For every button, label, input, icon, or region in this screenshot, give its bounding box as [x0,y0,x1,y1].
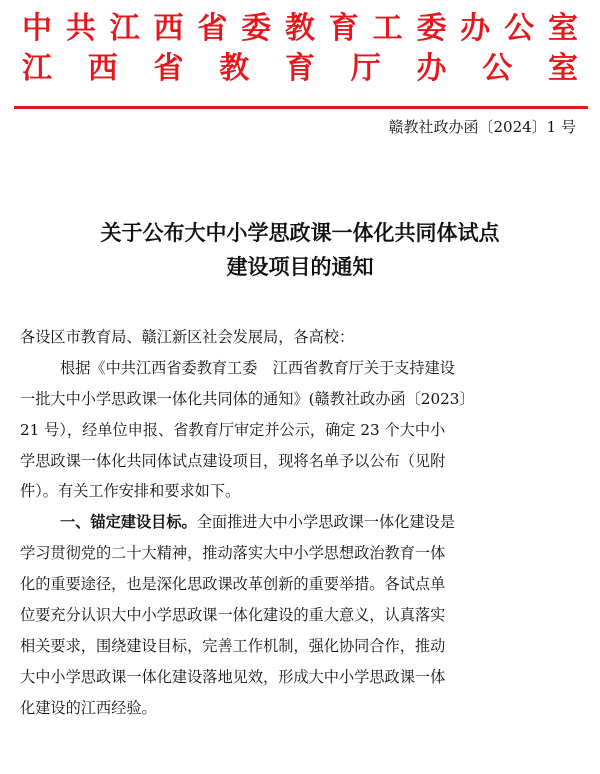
header-char: 办 [460,11,491,46]
header-char: 西 [87,51,118,86]
header-char: 共 [65,11,96,46]
header-char: 教 [284,11,315,46]
header-char: 公 [482,51,513,86]
issuer-header-line-1 [22,12,578,46]
paragraph-1-line: 21 号），经单位申报、省教育厅审定并公示，确定 23 个大中小 [20,420,446,439]
header-char: 中 [22,11,52,46]
section-heading: 一、锚定建设目标。 [60,513,197,532]
paragraph-2-line: 大中小学思政课一体化建设落地见效，形成大中小学思政课一体 [20,667,446,686]
header-char: 公 [504,11,535,46]
header-char: 工 [372,11,403,46]
header-char: 室 [547,11,578,46]
header-char: 省 [197,11,228,46]
document-number: 赣教社政办函〔2024〕1 号 [388,118,576,136]
header-char: 办 [416,51,447,86]
header-char: 育 [285,51,315,86]
header-char: 江 [22,51,52,86]
header-char: 委 [416,11,447,46]
header-char: 教 [219,51,250,86]
header-char: 厅 [350,51,381,86]
paragraph-1-line: 学思政课一体化共同体试点建设项目，现将名单予以公布（见附 [20,451,446,470]
header-char: 省 [153,51,184,86]
paragraph-1-line: 根据《中共江西省委教育工委 江西省教育厅关于支持建设 [60,358,455,377]
header-char: 育 [328,11,359,46]
paragraph-2-line: 相关要求，围绕建设目标，完善工作机制，强化协同合作，推动 [20,636,446,655]
header-char: 江 [109,11,140,46]
header-char: 西 [153,11,184,46]
red-divider-rule [14,106,588,109]
paragraph-1-line: 件）。有关工作安排和要求如下。 [20,482,241,501]
title-line-2: 建设项目的通知 [226,254,374,279]
salutation: 各设区市教育局、赣江新区社会发展局，各高校： [20,328,355,346]
issuer-header-line-2 [22,52,578,86]
title-line-1: 关于公布大中小学思政课一体化共同体试点 [100,220,500,245]
document-body [20,322,585,724]
paragraph-2-line: 化的重要途径，也是深化思政课改革创新的重要举措。各试点单 [20,575,446,594]
paragraph-2-first-line [20,507,585,538]
paragraph-1-line: 一批大中小学思政课一体化共同体的通知》(赣教社政办函〔2023〕 [20,389,475,408]
paragraph-2-line: 位要充分认识大中小学思政课一体化建设的重大意义，认真落实 [20,606,446,625]
paragraph-2-text: 全面推进大中小学思政课一体化建设是 [196,513,455,532]
paragraph-2-line: 化建设的江西经验。 [20,698,157,717]
header-char: 委 [241,11,272,46]
header-char: 室 [548,51,578,86]
document-title [20,216,580,284]
paragraph-2-line: 学习贯彻党的二十大精神，推动落实大中小学思想政治教育一体 [20,544,446,563]
